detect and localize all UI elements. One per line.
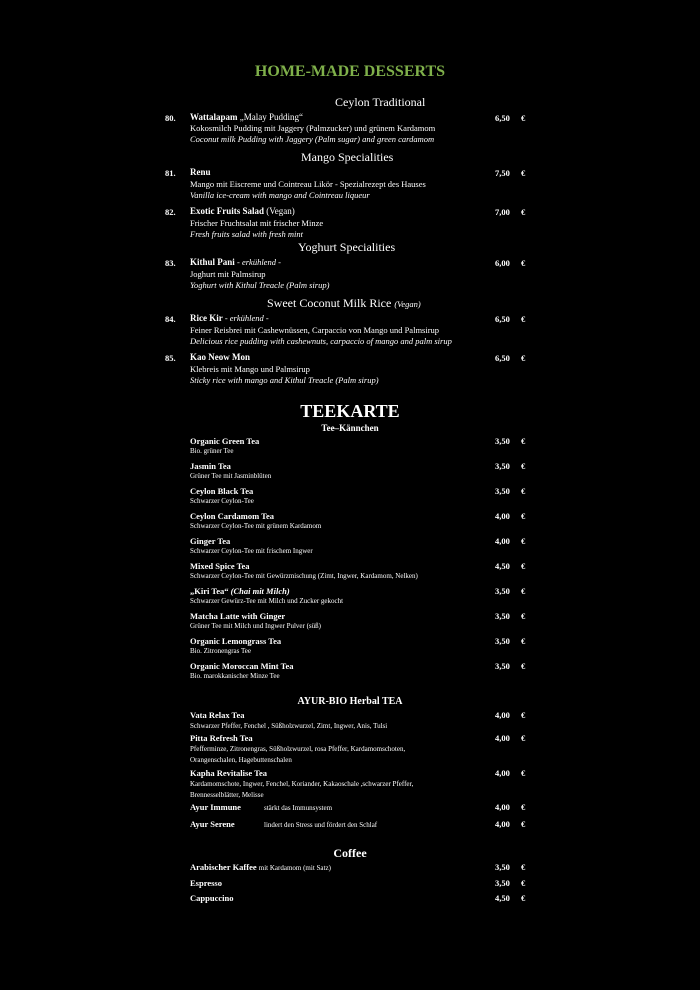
item-name: „Kiri Tea“ (Chai mit Milch)	[190, 586, 290, 596]
currency: €	[521, 113, 526, 123]
coffee-title: Coffee	[333, 846, 367, 860]
item-desc: Schwarzer Ceylon-Tee	[190, 497, 254, 505]
item-price: 4,00	[495, 733, 510, 743]
currency: €	[521, 314, 526, 324]
item-price: 3,50	[495, 461, 510, 471]
currency: €	[521, 611, 526, 621]
item-name: Jasmin Tea	[190, 461, 231, 471]
item-name: Wattalapam „Malay Pudding“	[190, 112, 304, 122]
item-name: Cappuccino	[190, 893, 234, 903]
section-yoghurt: Yoghurt Specialities	[298, 240, 396, 254]
item-number: 84.	[165, 314, 176, 324]
currency: €	[521, 819, 526, 829]
currency: €	[521, 486, 526, 496]
currency: €	[521, 636, 526, 646]
item-desc-de: Feiner Reisbrei mit Cashewnüssen, Carpaccio von Mango und Palmsirup	[190, 325, 440, 335]
item-desc-en: Fresh fruits salad with fresh mint	[190, 229, 303, 239]
item-name: Rice Kir - erkühlend -	[190, 313, 269, 323]
section-coconut: Sweet Coconut Milk Rice (Vegan)	[267, 296, 421, 310]
item-price: 3,50	[495, 586, 510, 596]
item-price: 6,50	[495, 314, 510, 324]
item-price: 3,50	[495, 636, 510, 646]
item-number: 82.	[165, 207, 176, 217]
item-name: Arabischer Kaffee mit Kardamom (mit Satz)	[190, 862, 331, 872]
item-desc-de: Joghurt mit Palmsirup	[190, 269, 266, 279]
item-desc-de: Kokosmilch Pudding mit Jaggery (Palmzucker) und grünem Kardamom	[190, 123, 436, 133]
item-number: 80.	[165, 113, 176, 123]
item-number: 83.	[165, 258, 176, 268]
currency: €	[521, 710, 526, 720]
item-name: Organic Moroccan Mint Tea	[190, 661, 294, 671]
item-desc: Pfefferminze, Zitronengras, Süßholzwurzel, rosa Pfeffer, Kardamomschoten,	[190, 745, 406, 753]
item-desc-en: Yoghurt with Kithul Treacle (Palm sirup)	[190, 280, 330, 290]
currency: €	[521, 536, 526, 546]
section-ceylon: Ceylon Traditional	[335, 95, 426, 109]
item-name: Matcha Latte with Ginger	[190, 611, 286, 621]
currency: €	[521, 353, 526, 363]
currency: €	[521, 586, 526, 596]
item-price: 6,00	[495, 258, 510, 268]
item-name: Renu	[190, 167, 211, 177]
item-price: 3,50	[495, 862, 510, 872]
item-price: 6,50	[495, 113, 510, 123]
item-desc: Schwarzer Gewürz-Tee mit Milch und Zucker gekocht	[190, 597, 344, 605]
currency: €	[521, 561, 526, 571]
item-name: Ayur Immune	[190, 802, 241, 812]
currency: €	[521, 511, 526, 521]
item-desc: Schwarzer Ceylon-Tee mit Gewürzmischung (Zimt, Ingwer, Kardamom, Nelken)	[190, 572, 418, 580]
item-price: 4,00	[495, 536, 510, 546]
item-desc-en: Vanilla ice-cream with mango and Cointreau liqueur	[190, 190, 370, 200]
currency: €	[521, 802, 526, 812]
item-name: Ginger Tea	[190, 536, 231, 546]
item-desc: lindert den Stress und fördert den Schlaf	[264, 821, 378, 829]
item-name: Mixed Spice Tea	[190, 561, 250, 571]
item-desc: Orangenschalen, Hagebuttenschalen	[190, 756, 292, 764]
item-name: Pitta Refresh Tea	[190, 733, 253, 743]
item-name: Kao Neow Mon	[190, 352, 250, 362]
item-desc: Grüner Tee mit Jasminblüten	[190, 472, 272, 480]
item-name: Organic Lemongrass Tea	[190, 636, 282, 646]
currency: €	[521, 258, 526, 268]
currency: €	[521, 661, 526, 671]
item-price: 7,00	[495, 207, 510, 217]
section-mango: Mango Specialities	[301, 150, 394, 164]
item-desc: Bio. grüner Tee	[190, 447, 234, 455]
item-name: Ceylon Cardamom Tea	[190, 511, 275, 521]
item-name: Vata Relax Tea	[190, 710, 245, 720]
item-price: 6,50	[495, 353, 510, 363]
item-name: Exotic Fruits Salad (Vegan)	[190, 206, 295, 216]
item-price: 3,50	[495, 878, 510, 888]
item-price: 4,00	[495, 802, 510, 812]
teekarte-subtitle: Tee–Kännchen	[321, 423, 379, 433]
item-name: Espresso	[190, 878, 222, 888]
item-price: 4,00	[495, 511, 510, 521]
item-desc: Schwarzer Ceylon-Tee mit frischem Ingwer	[190, 547, 313, 555]
item-desc: Schwarzer Pfeffer, Fenchel , Süßholzwurzel, Zimt, Ingwer, Anis, Tulsi	[190, 722, 388, 730]
item-desc: Kardamomschote, Ingwer, Fenchel, Koriander, Kakaoschale ,schwarzer Pfeffer,	[190, 780, 414, 788]
item-name: Organic Green Tea	[190, 436, 260, 446]
item-price: 4,00	[495, 819, 510, 829]
item-desc: Bio. marokkanischer Minze Tee	[190, 672, 280, 680]
item-desc-en: Coconut milk Pudding with Jaggery (Palm sugar) and green cardamom	[190, 134, 435, 144]
currency: €	[521, 436, 526, 446]
item-desc-en: Sticky rice with mango and Kithul Treacle (Palm sirup)	[190, 375, 379, 385]
page-title: HOME-MADE DESSERTS	[254, 63, 446, 80]
currency: €	[521, 207, 526, 217]
currency: €	[521, 461, 526, 471]
item-name: Kithul Pani - erkühlend -	[190, 257, 281, 267]
currency: €	[521, 733, 526, 743]
item-desc: stärkt das Immunsystem	[264, 804, 333, 812]
item-desc-de: Mango mit Eiscreme und Cointreau Likör - Spezialrezept des Hauses	[190, 179, 426, 189]
item-price: 7,50	[495, 168, 510, 178]
item-desc: Bio. Zitronengras Tee	[190, 647, 252, 655]
item-price: 3,50	[495, 661, 510, 671]
item-price: 3,50	[495, 436, 510, 446]
item-number: 85.	[165, 353, 176, 363]
item-desc: Brennesselblätter, Melisse	[190, 791, 264, 799]
item-name: Ceylon Black Tea	[190, 486, 254, 496]
item-price: 4,00	[495, 768, 510, 778]
currency: €	[521, 768, 526, 778]
item-price: 4,50	[495, 561, 510, 571]
item-desc: Schwarzer Ceylon-Tee mit grünem Kardamom	[190, 522, 322, 530]
item-price: 4,50	[495, 893, 510, 903]
item-name: Ayur Serene	[190, 819, 235, 829]
item-desc: Grüner Tee mit Milch und Ingwer Pulver (süß)	[190, 622, 321, 630]
item-number: 81.	[165, 168, 176, 178]
item-price: 3,50	[495, 611, 510, 621]
currency: €	[521, 862, 526, 872]
teekarte-title: TEEKARTE	[300, 401, 400, 421]
currency: €	[521, 878, 526, 888]
currency: €	[521, 168, 526, 178]
item-desc-en: Delicious rice pudding with cashewnuts, carpaccio of mango and palm sirup	[190, 336, 452, 346]
item-name: Kapha Revitalise Tea	[190, 768, 267, 778]
ayur-title: AYUR-BIO Herbal TEA	[297, 696, 403, 707]
item-desc-de: Klebreis mit Mango und Palmsirup	[190, 364, 310, 374]
currency: €	[521, 893, 526, 903]
item-price: 3,50	[495, 486, 510, 496]
item-price: 4,00	[495, 710, 510, 720]
item-desc-de: Frischer Fruchtsalat mit frischer Minze	[190, 218, 324, 228]
